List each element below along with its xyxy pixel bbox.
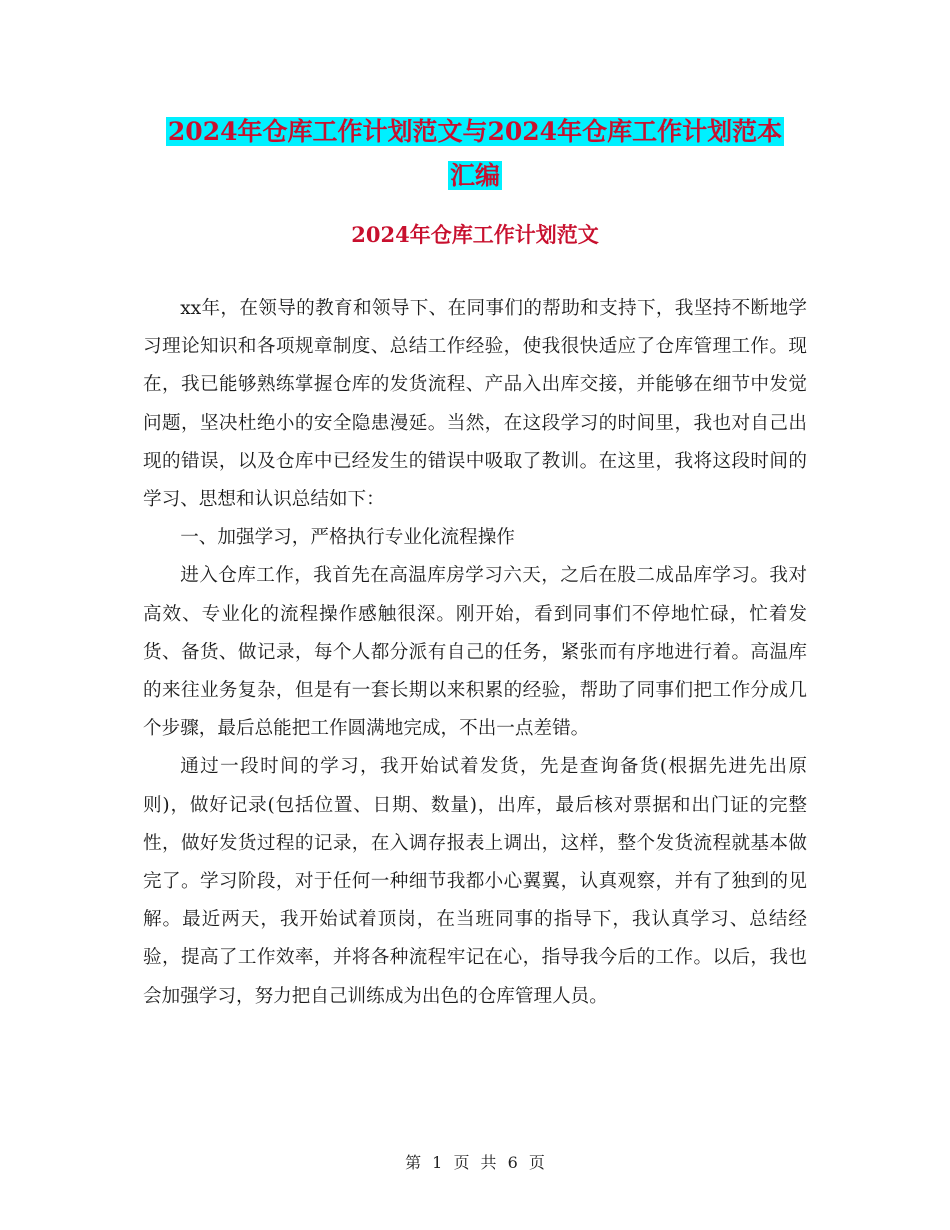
document-title-line-2: 汇编 <box>449 161 500 190</box>
paragraph-intro: xx年，在领导的教育和领导下、在同事们的帮助和支持下，我坚持不断地学习理论知识和各项规章制度、总结工作经验，使我很快适应了仓库管理工作。现在，我已能够熟练掌握仓库的发货流程、产品入出库交接，并能够在细节中发觉问题，坚决杜绝小的安全隐患漫延。当然，在这段学习的时间里，我也对自己出现的错误，以及仓库中已经发生的错误中吸取了教训。在这里，我将这段时间的学习、思想和认识总结如下： <box>143 298 807 511</box>
paragraph-body-2: 通过一段时间的学习，我开始试着发货，先是查询备货(根据先进先出原则)，做好记录(包括位置、日期、数量)，出库，最后核对票据和出门证的完整性，做好发货过程的记录，在入调存报表上调出，这样，整个发货流程就基本做完了。学习阶段，对于任何一种细节我都小心翼翼，认真观察，并有了独到的见解。最近两天，我开始试着顶岗，在当班同事的指导下，我认真学习、总结经验，提高了工作效率，并将各种流程牢记在心，指导我今后的工作。以后，我也会加强学习，努力把自己训练成为出色的仓库管理人员。 <box>143 756 807 1007</box>
paragraph-body-1: 进入仓库工作，我首先在高温库房学习六天，之后在股二成品库学习。我对高效、专业化的流程操作感触很深。刚开始，看到同事们不停地忙碌，忙着发货、备货、做记录，每个人都分派有自己的任务，紧张而有序地进行着。高温库的来往业务复杂，但是有一套长期以来积累的经验，帮助了同事们把工作分成几个步骤，最后总能把工作圆满地完成，不出一点差错。 <box>143 565 807 740</box>
section-title: 2024年仓库工作计划范文 <box>351 222 599 247</box>
page-footer: 第 1 页 共 6 页 <box>405 1153 545 1172</box>
document-title-line-1: 2024年仓库工作计划范文与2024年仓库工作计划范本 <box>167 117 783 146</box>
body-text <box>143 290 807 1016</box>
paragraph-heading-1: 一、加强学习，严格执行专业化流程操作 <box>180 527 515 549</box>
document-title <box>130 110 820 198</box>
